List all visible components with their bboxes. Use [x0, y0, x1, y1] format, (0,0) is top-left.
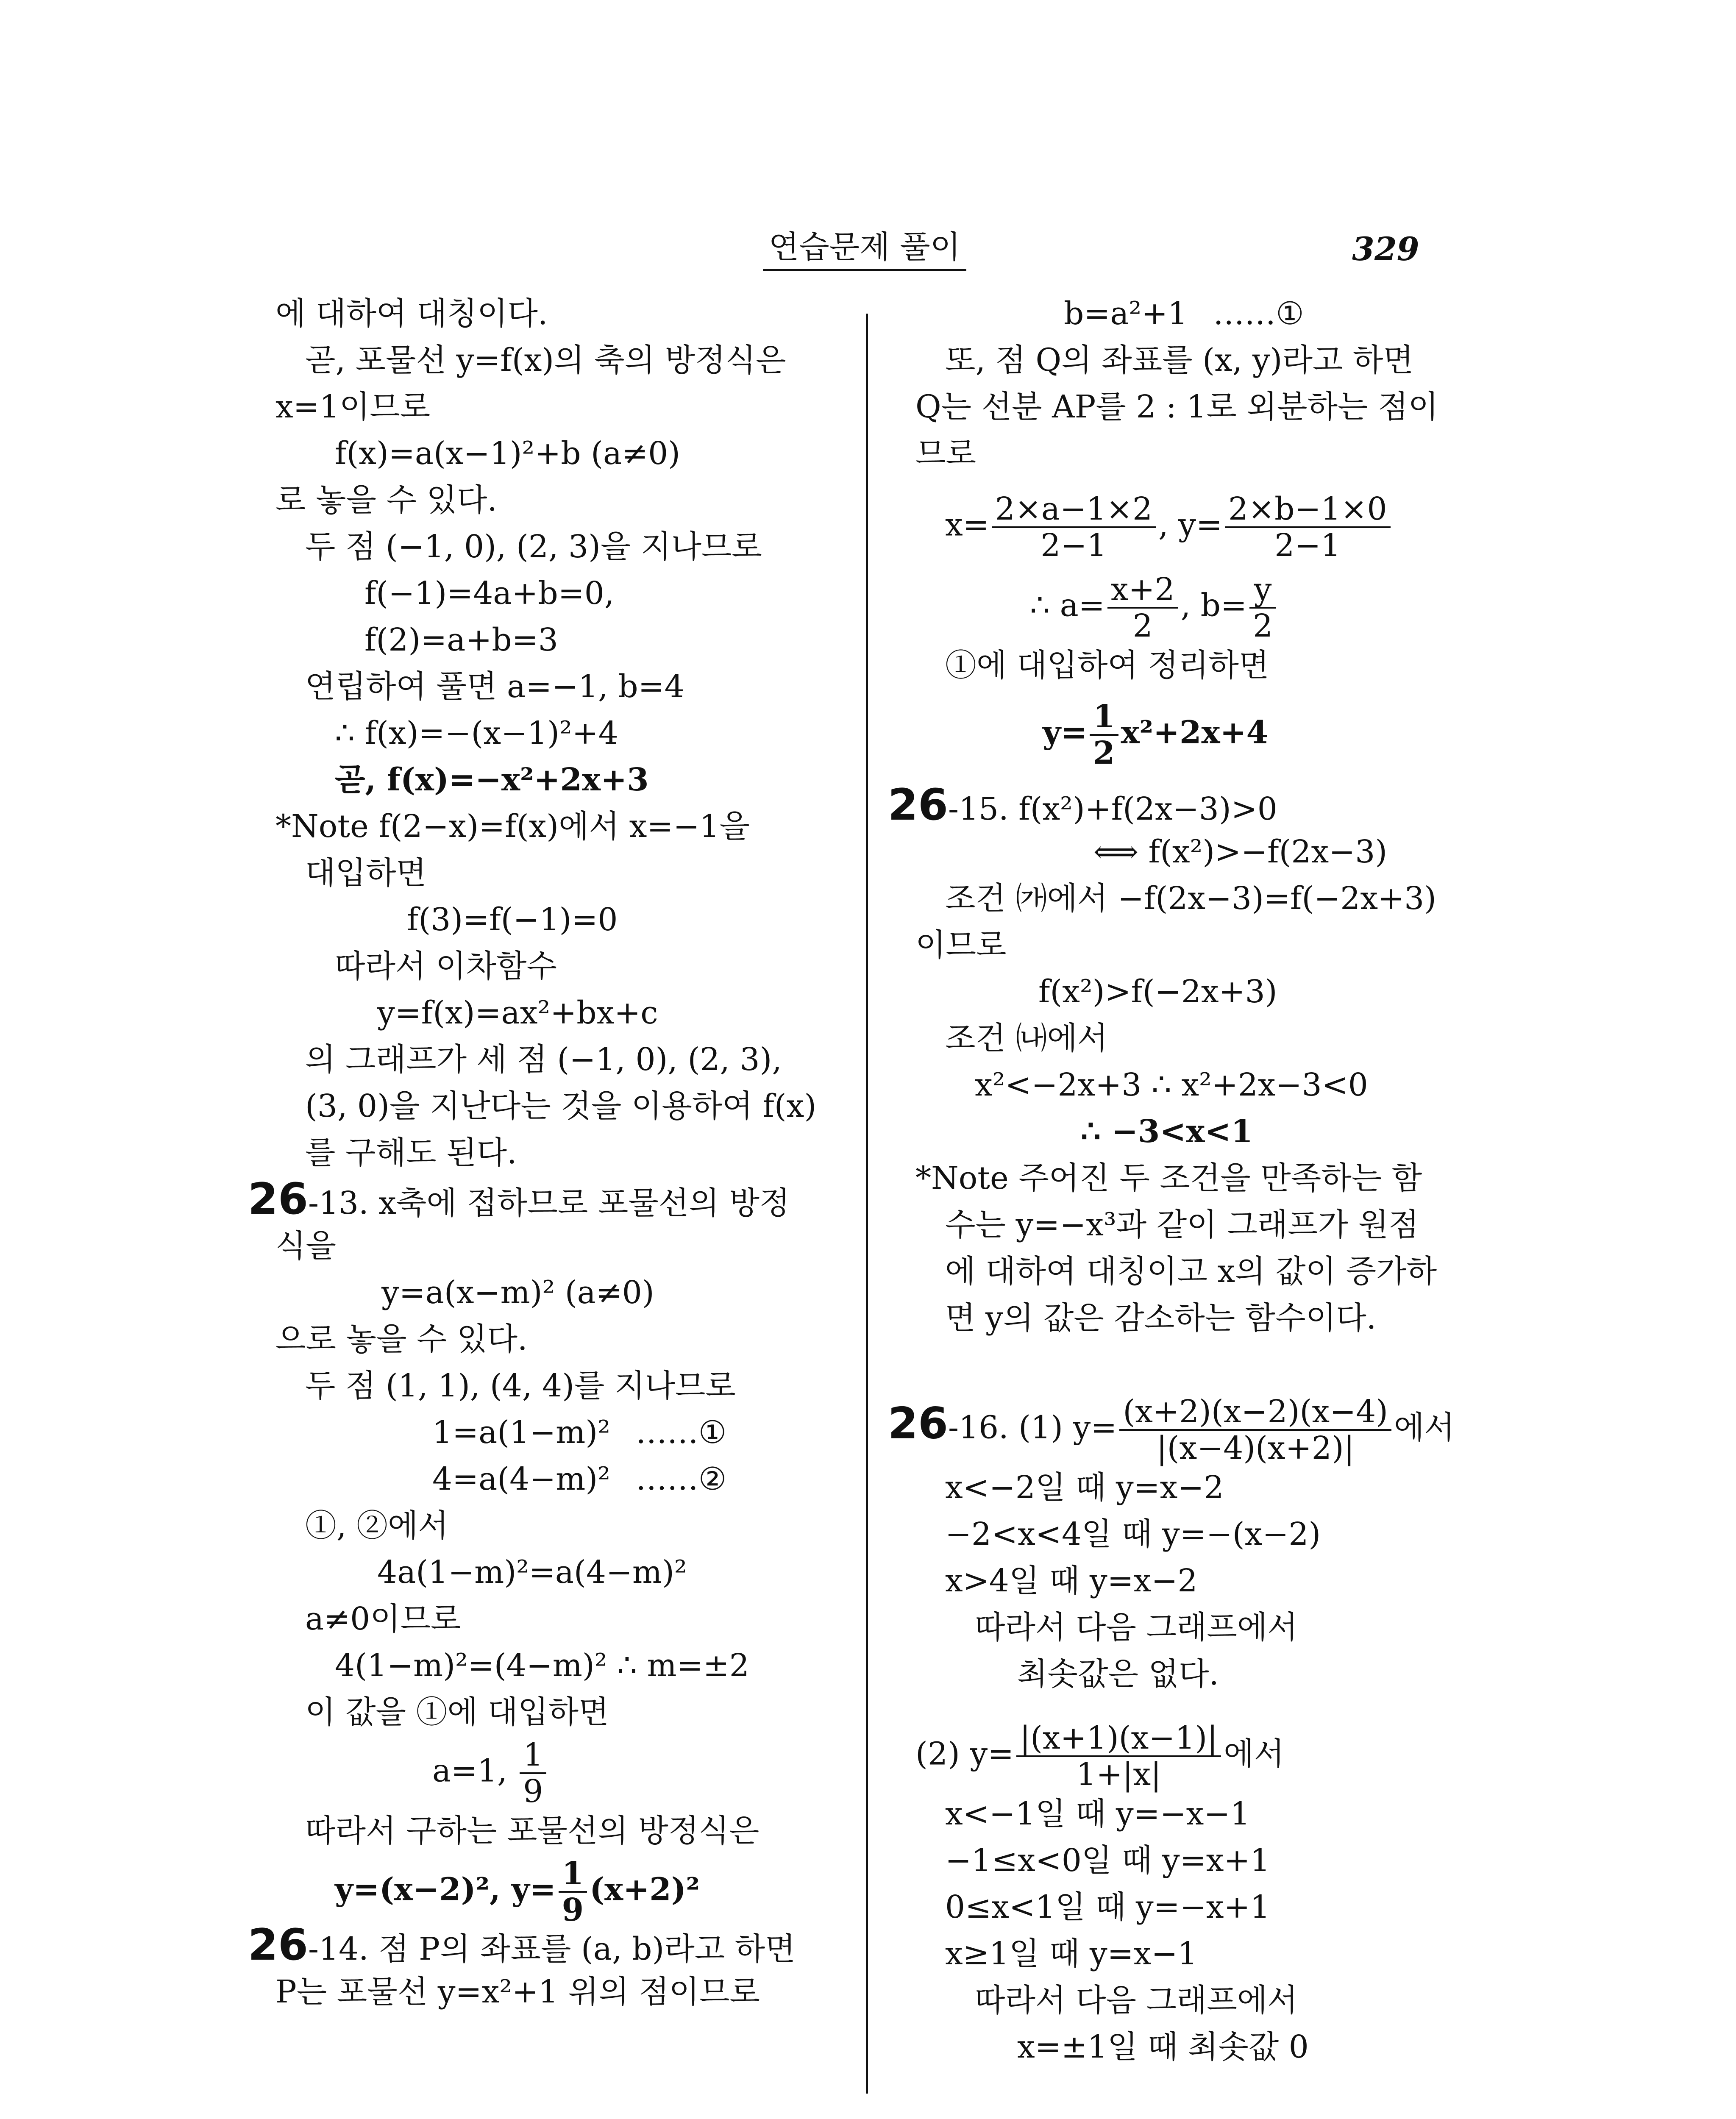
line-text: 0≤x<1일 때 y=−x+1 — [945, 1889, 1270, 1925]
fraction-numerator: 1 — [520, 1738, 546, 1774]
solution-label: -16. — [948, 1409, 1009, 1446]
line-text: f(−1)=4a+b=0, — [364, 575, 615, 612]
line-text: f(3)=f(−1)=0 — [407, 901, 618, 938]
line-text: x=1이므로 — [275, 389, 431, 425]
text-line — [377, 992, 658, 1034]
text-line — [305, 665, 684, 708]
text-line — [305, 1810, 759, 1852]
fraction-numerator: y — [1249, 572, 1276, 609]
text-line — [945, 1839, 1270, 1882]
line-text-cont: x²+2x+4 — [1121, 714, 1269, 751]
line-text: f(x²)>f(−2x+3) — [1038, 973, 1277, 1010]
text-line — [275, 1225, 336, 1267]
line-text: ∴ f(x)=−(x−1)²+4 — [335, 715, 618, 751]
text-line — [335, 432, 680, 475]
line-text-cont: , b= — [1180, 587, 1247, 624]
text-line — [945, 339, 1413, 381]
line-text: ①에 대입하여 정리하면 — [945, 647, 1269, 684]
solution-number: 26 — [248, 1920, 308, 1970]
line-text-cont: (x+2)² — [590, 1871, 700, 1908]
text-line — [945, 1560, 1197, 1602]
solution-label: -14. — [308, 1931, 369, 1967]
line-text-cont: , y= — [1158, 506, 1222, 543]
line-text: f(x)=a(x−1)²+b (a≠0) — [335, 435, 681, 472]
page-number: 329 — [1352, 230, 1419, 268]
line-text: *Note 주어진 두 조건을 만족하는 함 — [915, 1160, 1422, 1196]
equation-number: ……② — [635, 1461, 727, 1497]
text-line — [1030, 572, 1279, 643]
text-line — [1043, 699, 1268, 770]
fraction-numerator: 2×a−1×2 — [992, 492, 1156, 528]
text-line — [305, 1365, 736, 1407]
line-text: y= — [1043, 714, 1088, 751]
line-text: P는 포물선 y=x²+1 위의 점이므로 — [275, 1974, 760, 2010]
line-text: 를 구해도 된다. — [305, 1135, 517, 1171]
solution-heading — [888, 780, 1277, 830]
text-line — [945, 1793, 1250, 1835]
text-line — [305, 339, 786, 381]
line-text: 연립하여 풀면 a=−1, b=4 — [305, 668, 684, 705]
line-text: 에 대하여 대칭이고 x의 값이 증가하 — [945, 1253, 1437, 1290]
text-line — [945, 877, 1436, 920]
line-text: 조건 ㈏에서 — [945, 1020, 1108, 1057]
text-line — [364, 619, 558, 661]
line-text: f(2)=a+b=3 — [364, 622, 558, 658]
text-line — [1093, 831, 1387, 873]
solution-number: 26 — [888, 780, 948, 830]
line-text: 4=a(4−m)² — [432, 1461, 610, 1497]
text-line — [305, 852, 426, 894]
text-line — [1081, 1110, 1253, 1153]
solution-number: 26 — [888, 1398, 948, 1449]
fraction-denominator: 2 — [1093, 735, 1115, 771]
line-text: x= — [945, 506, 989, 543]
fraction-numerator: |(x+1)(x−1)| — [1016, 1721, 1221, 1757]
fraction-denominator: 9 — [562, 1892, 584, 1928]
line-text: 따라서 구하는 포물선의 방정식은 — [305, 1813, 760, 1849]
text-line — [335, 1856, 700, 1927]
text-line — [945, 1297, 1376, 1339]
line-text: 면 y의 값은 감소하는 함수이다. — [945, 1300, 1377, 1336]
equation-number: ……① — [1213, 295, 1304, 332]
text-line — [945, 1250, 1437, 1293]
solution-heading — [888, 1394, 1455, 1466]
fraction-denominator: 1+|x| — [1076, 1756, 1161, 1793]
column-divider — [866, 314, 868, 2094]
text-line — [305, 1504, 448, 1547]
line-text: 에 대하여 대칭이다. — [275, 295, 548, 332]
solution-label: -15. — [948, 791, 1009, 827]
text-line — [975, 1979, 1298, 2022]
text-line — [275, 386, 430, 428]
line-text: −1≤x<0일 때 y=x+1 — [945, 1842, 1270, 1879]
fraction — [520, 1738, 546, 1809]
solution-label: -13. — [308, 1185, 369, 1221]
text-line — [1064, 292, 1304, 335]
line-text: b=a²+1 — [1064, 295, 1188, 332]
text-line — [305, 1085, 816, 1127]
text-line — [945, 492, 1393, 563]
line-text: 이므로 — [915, 927, 1007, 963]
fraction-numerator: x+2 — [1107, 572, 1178, 609]
fraction — [1119, 1394, 1391, 1466]
line-text: (2) y= — [915, 1735, 1014, 1772]
line-text: (3, 0)을 지난다는 것을 이용하여 f(x) — [305, 1088, 817, 1124]
text-line — [915, 1721, 1284, 1792]
line-text: 4a(1−m)²=a(4−m)² — [377, 1554, 687, 1591]
equation-number: ……① — [635, 1414, 727, 1451]
line-text: −2<x<4일 때 y=−(x−2) — [945, 1516, 1321, 1552]
fraction-denominator: 2 — [1252, 608, 1273, 644]
text-line — [432, 1738, 549, 1809]
line-text: 식을 — [275, 1228, 336, 1264]
text-line — [305, 1038, 782, 1081]
text-line — [1017, 2026, 1309, 2068]
text-line — [335, 945, 557, 987]
line-text: *Note f(2−x)=f(x)에서 x=−1을 — [275, 808, 750, 845]
line-text: 두 점 (−1, 0), (2, 3)을 지나므로 — [305, 528, 762, 565]
page-header-title: 연습문제 풀이 — [763, 227, 966, 271]
fraction — [559, 1856, 587, 1927]
fraction-numerator: (x+2)(x−2)(x−4) — [1119, 1394, 1391, 1431]
fraction — [1107, 572, 1178, 643]
text-line — [915, 386, 1438, 428]
text-line — [335, 759, 649, 801]
line-text-cont: 에서 — [1224, 1735, 1285, 1772]
line-text: 최솟값은 없다. — [1017, 1656, 1219, 1692]
line-text: 조건 ㈎에서 −f(2x−3)=f(−2x+3) — [945, 880, 1437, 917]
line-text: 의 그래프가 세 점 (−1, 0), (2, 3), — [305, 1041, 782, 1078]
line-text: (1) y= — [1008, 1409, 1117, 1446]
text-line — [335, 712, 618, 754]
line-text: f(x²)+f(2x−3)>0 — [1008, 791, 1277, 827]
text-line — [381, 1271, 654, 1314]
line-text: ⟺ f(x²)>−f(2x−3) — [1093, 834, 1388, 870]
text-line — [377, 1551, 687, 1593]
line-text: 따라서 다음 그래프에서 — [975, 1982, 1298, 2019]
line-text: 1=a(1−m)² — [432, 1414, 610, 1451]
line-text: y=(x−2)², y= — [335, 1871, 556, 1908]
text-line — [275, 479, 497, 521]
solution-heading — [248, 1920, 796, 1970]
text-line — [432, 1411, 726, 1454]
line-text-cont: 에서 — [1394, 1409, 1455, 1446]
text-line — [975, 1606, 1298, 1649]
text-line — [305, 1691, 609, 1733]
fraction-numerator: 2×b−1×0 — [1225, 492, 1391, 528]
line-text: x≥1일 때 y=x−1 — [945, 1935, 1198, 1972]
text-line — [275, 805, 750, 848]
line-text: 대입하면 — [305, 855, 426, 891]
line-text: 이 값을 ①에 대입하면 — [305, 1694, 609, 1730]
text-line — [945, 1513, 1321, 1555]
text-line — [945, 1466, 1224, 1509]
fraction-denominator: 2−1 — [1040, 527, 1107, 564]
line-text: 4(1−m)²=(4−m)² ∴ m=±2 — [335, 1647, 749, 1684]
fraction — [1016, 1721, 1221, 1792]
text-line — [945, 644, 1269, 687]
text-line — [975, 1064, 1368, 1106]
line-text: ∴ −3<x<1 — [1081, 1113, 1253, 1150]
fraction-denominator: 2 — [1132, 608, 1153, 644]
fraction-numerator: 1 — [559, 1856, 587, 1893]
text-line — [335, 1644, 749, 1687]
fraction-numerator: 1 — [1090, 699, 1118, 736]
fraction — [1225, 492, 1391, 563]
text-line — [275, 1971, 760, 2013]
line-text: 따라서 다음 그래프에서 — [975, 1609, 1298, 1646]
line-text: 으로 놓을 수 있다. — [275, 1321, 528, 1357]
text-line — [1038, 971, 1277, 1013]
line-text: a≠0이므로 — [305, 1601, 461, 1637]
line-text: 두 점 (1, 1), (4, 4)를 지나므로 — [305, 1368, 736, 1404]
line-text: Q는 선분 AP를 2 : 1로 외분하는 점이 — [915, 389, 1438, 425]
text-line — [364, 572, 614, 615]
line-text: 점 P의 좌표를 (a, b)라고 하면 — [368, 1931, 796, 1967]
fraction-denominator: |(x−4)(x+2)| — [1156, 1430, 1355, 1466]
text-line — [945, 1017, 1107, 1060]
line-text: 곧, 포물선 y=f(x)의 축의 방정식은 — [305, 342, 786, 378]
fraction — [1249, 572, 1276, 643]
text-line — [915, 924, 1006, 966]
line-text: x축에 접하므로 포물선의 방정 — [368, 1185, 790, 1221]
line-text: x<−2일 때 y=x−2 — [945, 1469, 1224, 1506]
solution-number: 26 — [248, 1174, 308, 1224]
line-text: 로 놓을 수 있다. — [275, 482, 497, 518]
fraction — [992, 492, 1156, 563]
text-line — [945, 1886, 1270, 1928]
text-line — [1017, 1653, 1219, 1695]
fraction — [1090, 699, 1118, 770]
fraction-denominator: 2−1 — [1274, 527, 1341, 564]
line-text: 므로 — [915, 435, 976, 472]
line-text: 따라서 이차함수 — [335, 948, 557, 984]
text-line — [275, 1318, 527, 1360]
text-line — [305, 1598, 461, 1640]
text-line — [945, 1204, 1419, 1246]
text-line — [407, 898, 618, 941]
line-text: 또, 점 Q의 좌표를 (x, y)라고 하면 — [945, 342, 1413, 378]
text-line — [915, 432, 976, 475]
line-text: x=±1일 때 최솟값 0 — [1017, 2029, 1309, 2065]
line-text: a=1, — [432, 1752, 517, 1789]
line-text: ①, ②에서 — [305, 1507, 449, 1544]
line-text: x<−1일 때 y=−x−1 — [945, 1796, 1250, 1832]
line-text: x>4일 때 y=x−2 — [945, 1563, 1198, 1599]
text-line — [305, 526, 762, 568]
text-line — [432, 1458, 726, 1500]
fraction-denominator: 9 — [523, 1773, 543, 1810]
line-text: y=a(x−m)² (a≠0) — [381, 1274, 654, 1311]
line-text: 수는 y=−x³과 같이 그래프가 원점 — [945, 1207, 1419, 1243]
line-text: y=f(x)=ax²+bx+c — [377, 995, 658, 1031]
text-line — [305, 1132, 517, 1174]
text-line — [275, 292, 548, 335]
line-text: 곧, f(x)=−x²+2x+3 — [335, 762, 649, 798]
solution-heading — [248, 1174, 790, 1224]
text-line — [915, 1157, 1422, 1199]
line-text: ∴ a= — [1030, 587, 1105, 624]
line-text: x²<−2x+3 ∴ x²+2x−3<0 — [975, 1067, 1368, 1103]
text-line — [945, 1933, 1197, 1975]
